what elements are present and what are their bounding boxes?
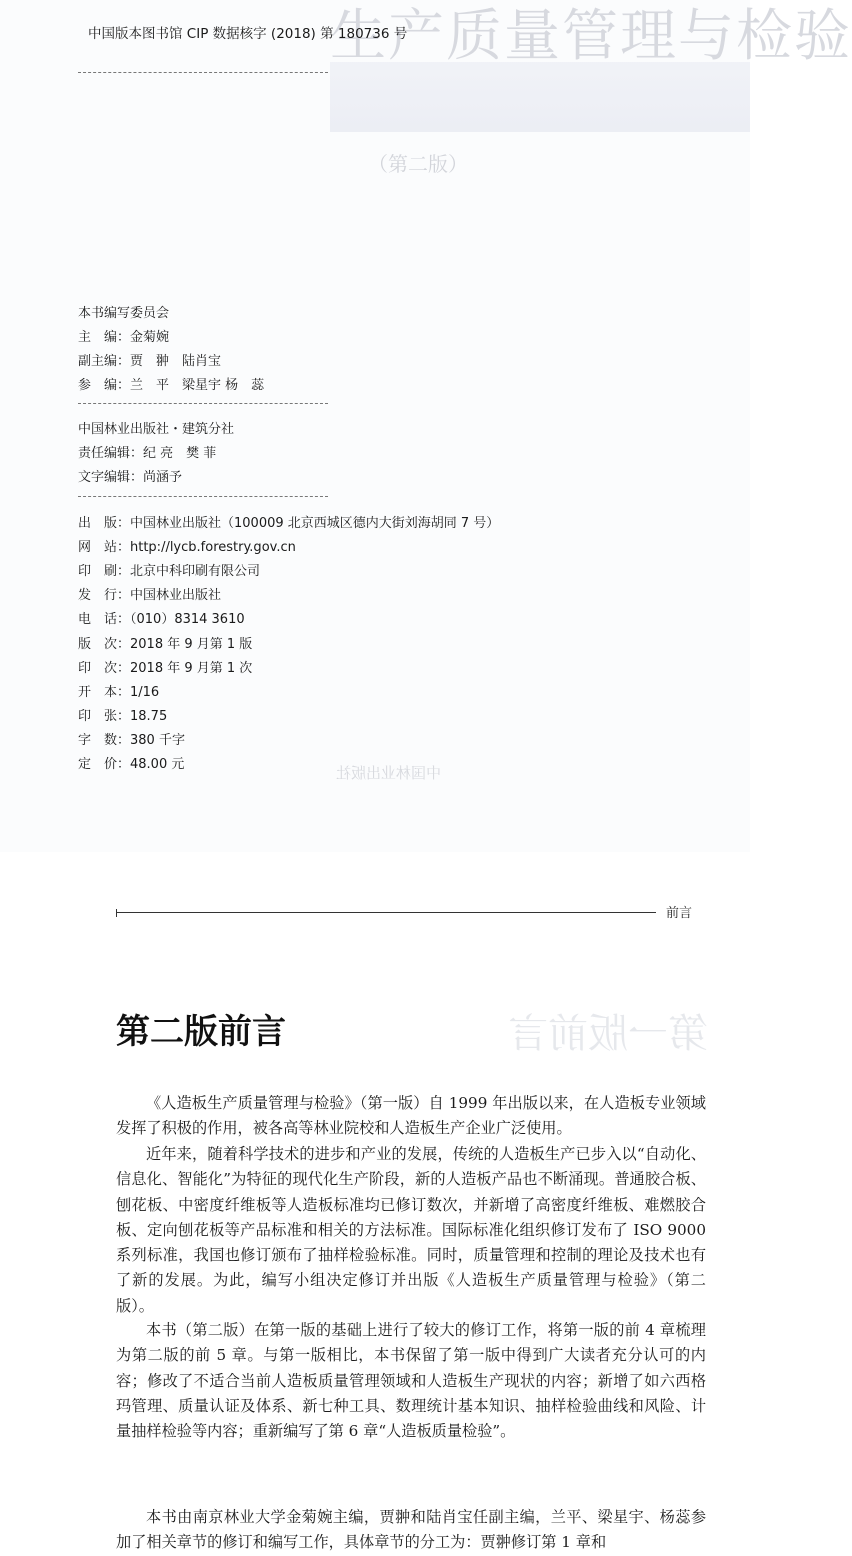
chief-editor: 主 编：金菊婉 [78, 330, 170, 345]
paragraph: 本书（第二版）在第一版的基础上进行了较大的修订工作，将第一版的前 4 章梳理为第二版的前 5 章。与第一版相比，本书保留了第一版中得到广大读者充分认可的内容；修改了不适合当前人造板质量管理领域和人造板生产现状的内容；新增了如六西格玛管理、质量认证及体系、新七种工具、数理统计基本知识、抽样检验曲线和风险、计量抽样检验等内容；重新编写了第 6 章“人造板质量检验”。 [116, 1321, 706, 1441]
show-through-title: 生产质量管理与检验 [330, 4, 852, 69]
divider [78, 403, 328, 404]
contributors: 参 编：兰 平 梁星宇 杨 蕊 [78, 378, 265, 393]
detail-line: 定 价：48.00 元 [78, 757, 185, 772]
committee-heading: 本书编写委员会 [78, 306, 170, 321]
detail-line: 印 张：18.75 [78, 708, 168, 724]
running-header: 前言 [666, 906, 693, 921]
divider [78, 496, 328, 497]
divider [78, 72, 328, 73]
header-rule [116, 912, 656, 913]
show-through-edition: （第二版） [368, 152, 468, 176]
show-through-band [330, 62, 750, 132]
page-title: 第二版前言 [116, 1012, 286, 1052]
text-editor: 文字编辑：尚涵予 [78, 470, 183, 485]
detail-line: 印 次：2018 年 9 月第 1 次 [78, 660, 253, 676]
publisher-branch: 中国林业出版社・建筑分社 [78, 422, 235, 437]
detail-line: 网 站：http://lycb.forestry.gov.cn [78, 540, 296, 556]
deputy-editor: 副主编：贾 翀 陆肖宝 [78, 354, 222, 369]
show-through-preface-title: 第一版前言 [508, 1011, 708, 1057]
detail-line: 版 次：2018 年 9 月第 1 版 [78, 636, 253, 652]
cip-line: 中国版本图书馆 CIP 数据核字 (2018) 第 180736 号 [88, 26, 408, 42]
show-through-publisher: 中国林业出版社 [336, 764, 442, 782]
detail-line: 发 行：中国林业出版社 [78, 588, 222, 604]
paragraph: 本书由南京林业大学金菊婉主编，贾翀和陆肖宝任副主编，兰平、梁星宇、杨蕊参加了相关章节的修订和编写工作，具体章节的分工为：贾翀修订第 1 章和 [116, 1508, 706, 1552]
responsible-editor: 责任编辑：纪 亮 樊 菲 [78, 446, 217, 461]
detail-line: 电 话：（010）8314 3610 [78, 612, 245, 628]
detail-line: 印 刷：北京中科印刷有限公司 [78, 564, 261, 580]
detail-line: 开 本：1/16 [78, 684, 160, 700]
preface-page [0, 852, 750, 1552]
header-rule-tick [116, 909, 117, 917]
detail-line: 出 版：中国林业出版社（100009 北京西城区德内大街刘海胡同 7 号） [78, 516, 500, 531]
paragraph: 《人造板生产质量管理与检验》（第一版）自 1999 年出版以来，在人造板专业领域发挥了积极的作用，被各高等林业院校和人造板生产企业广泛使用。 [116, 1094, 706, 1138]
paragraph: 近年来，随着科学技术的进步和产业的发展，传统的人造板生产已步入以“自动化、信息化、智能化”为特征的现代化生产阶段，新的人造板产品也不断涌现。普通胶合板、刨花板、中密度纤维板等人造板标准均已修订数次，并新增了高密度纤维板、难燃胶合板、定向刨花板等产品标准和相关的方法标准。国际标准化组织修订发布了 ISO 9000 系列标准，我国也修订颁布了抽样检验标准。同时，质量管理和控制的理论及技术也有了新的发展。为此，编写小组决定修订并出版《人造板生产质量管理与检验》（第二版）。 [116, 1145, 706, 1315]
detail-line: 字 数：380 千字 [78, 732, 185, 748]
